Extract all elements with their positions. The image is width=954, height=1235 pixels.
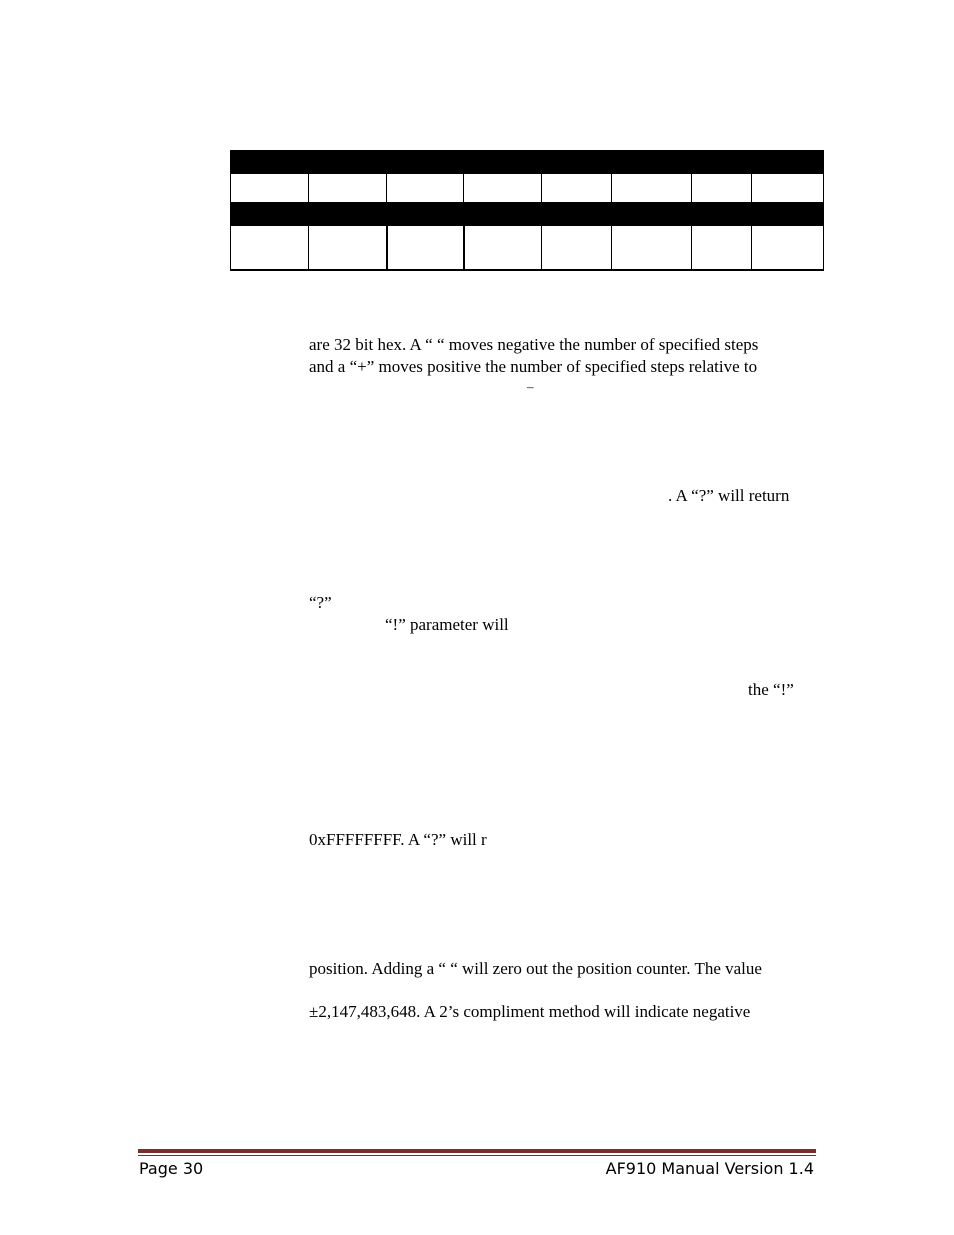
body-text-line: are 32 bit hex. A “ “ moves negative the number of specified steps	[309, 335, 759, 354]
manual-version: AF910 Manual Version 1.4	[605, 1159, 814, 1178]
table-header-row	[231, 203, 824, 226]
body-text-line: 0xFFFFFFFF. A “?” will r	[309, 830, 487, 849]
footer-rule	[138, 1155, 816, 1156]
body-text-line: and a “+” moves positive the number of specified steps relative to	[309, 357, 758, 376]
body-text-line: “?”	[309, 593, 332, 612]
body-text-line: “!” parameter will	[385, 615, 509, 634]
table-row	[231, 174, 824, 203]
footer-rule	[138, 1149, 816, 1153]
body-text-line: ±2,147,483,648. A 2’s compliment method will indicate negative	[309, 1002, 751, 1021]
command-table	[230, 150, 824, 271]
table-header-row	[231, 151, 824, 174]
body-text-line: –	[527, 379, 534, 394]
table-row	[231, 226, 824, 271]
page-number: Page 30	[139, 1159, 204, 1178]
body-text-line: . A “?” will return	[668, 486, 790, 505]
body-text-line: the “!”	[748, 680, 794, 699]
body-text-line: position. Adding a “ “ will zero out the position counter. The value	[309, 959, 762, 978]
